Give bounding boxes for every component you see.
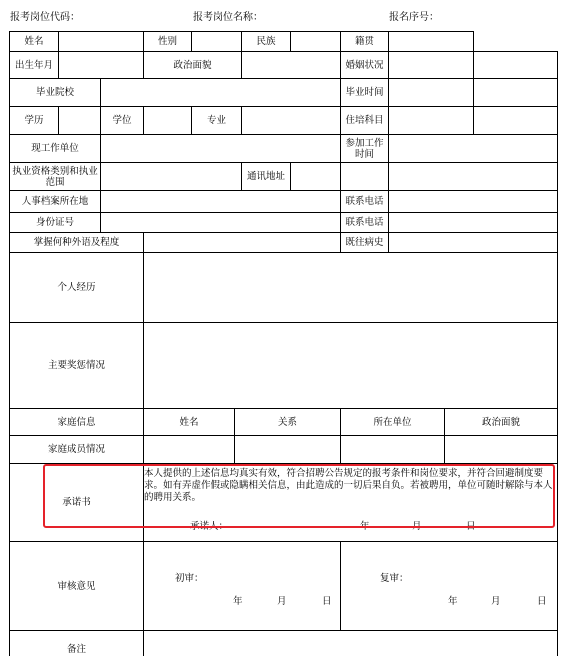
position-name-label: 报考岗位名称：: [193, 12, 263, 23]
family-political-field[interactable]: [445, 436, 557, 463]
resume-field[interactable]: [144, 253, 557, 322]
family-employer-header: 所在单位: [373, 416, 412, 428]
languages-label: 掌握何种外语及程度: [33, 237, 120, 248]
archive-location-field[interactable]: [101, 191, 340, 212]
political-status-field[interactable]: [242, 52, 340, 78]
photo-box: [474, 52, 557, 134]
pledger-label: 承诺人：: [190, 521, 229, 532]
second-review-label: 复审：: [380, 573, 409, 584]
awards-field[interactable]: [144, 323, 557, 408]
major-field[interactable]: [242, 107, 340, 134]
name-field[interactable]: [59, 32, 143, 51]
first-review-label: 初审：: [175, 573, 204, 584]
ethnicity-label: 民族: [256, 36, 276, 47]
native-place-field[interactable]: [389, 32, 473, 51]
resume-label: 个人经历: [57, 282, 96, 293]
medical-history-field[interactable]: [389, 233, 557, 252]
family-members-label: 家庭成员情况: [47, 444, 105, 455]
remarks-label: 备注: [66, 643, 86, 655]
second-review-year-label: 年: [448, 596, 458, 607]
training-subject-field[interactable]: [389, 107, 473, 134]
review-opinion-label: 审核意见: [57, 580, 96, 592]
phone-label-2: 联系电话: [345, 217, 384, 228]
id-number-label: 身份证号: [35, 217, 74, 228]
license-scope-field[interactable]: [101, 163, 241, 190]
marital-status-field[interactable]: [389, 52, 473, 78]
first-review-month-label: 月: [277, 596, 287, 607]
medical-history-label: 既往病史: [345, 237, 384, 248]
political-status-label: 政治面貌: [173, 59, 212, 71]
address-label: 通讯地址: [246, 171, 285, 182]
family-relation-header: 关系: [277, 416, 297, 428]
serial-number-label: 报名序号：: [389, 12, 439, 23]
pledge-highlight-box: [43, 464, 555, 528]
archive-location-label: 人事档案所在地: [21, 196, 89, 207]
training-subject-label: 住培科目: [345, 115, 384, 126]
education-label: 学历: [24, 115, 44, 126]
ethnicity-field[interactable]: [291, 32, 340, 51]
pledge-label: 承诺书: [62, 496, 91, 508]
work-start-field[interactable]: [389, 135, 557, 162]
first-review-year-label: 年: [233, 596, 243, 607]
family-political-header: 政治面貌: [481, 416, 520, 428]
degree-label: 学位: [112, 115, 132, 126]
address-field[interactable]: [291, 163, 557, 190]
graduate-school-label: 毕业院校: [35, 87, 74, 98]
graduation-time-field[interactable]: [389, 79, 473, 106]
degree-field[interactable]: [144, 107, 191, 134]
marital-status-label: 婚姻状况: [345, 59, 384, 71]
family-employer-field[interactable]: [341, 436, 444, 463]
family-name-field[interactable]: [144, 436, 234, 463]
second-review-month-label: 月: [491, 596, 501, 607]
family-info-label: 家庭信息: [57, 416, 96, 428]
native-place-label: 籍贯: [354, 36, 374, 47]
pledge-day-label: 日: [466, 521, 476, 532]
remarks-field[interactable]: [144, 631, 557, 656]
gender-label: 性别: [157, 36, 177, 47]
name-label: 姓名: [24, 36, 44, 47]
graduation-time-label: 毕业时间: [345, 87, 384, 98]
pledge-text: 本人提供的上述信息均真实有效，符合招聘公告规定的报考条件和岗位要求，并符合回避制度要求。如有弄虚作假或隐瞒相关信息，由此造成的一切后果自负。若被聘用，单位可随时解除与本人的聘用关系。: [144, 468, 553, 503]
position-code-label: 报考岗位代码：: [10, 12, 80, 23]
current-employer-field[interactable]: [101, 135, 340, 162]
family-name-header: 姓名: [179, 416, 199, 428]
family-relation-field[interactable]: [235, 436, 340, 463]
phone-field-2[interactable]: [389, 213, 557, 232]
work-start-label: 参加工作时间: [345, 137, 384, 160]
education-field[interactable]: [59, 107, 100, 134]
awards-label: 主要奖惩情况: [47, 360, 105, 371]
languages-field[interactable]: [144, 233, 340, 252]
major-label: 专业: [206, 115, 226, 126]
pledge-month-label: 月: [412, 521, 422, 532]
phone-field[interactable]: [389, 191, 557, 212]
phone-label: 联系电话: [345, 196, 384, 207]
graduate-school-field[interactable]: [101, 79, 340, 106]
pledge-year-label: 年: [360, 521, 370, 532]
second-review-day-label: 日: [537, 596, 547, 607]
birth-date-label: 出生年月: [14, 59, 53, 71]
birth-date-field[interactable]: [59, 52, 143, 78]
license-scope-label: 执业资格类别和执业范围: [12, 165, 98, 188]
current-employer-label: 现工作单位: [31, 143, 79, 154]
first-review-day-label: 日: [322, 596, 332, 607]
id-number-field[interactable]: [101, 213, 340, 232]
gender-field[interactable]: [192, 32, 241, 51]
